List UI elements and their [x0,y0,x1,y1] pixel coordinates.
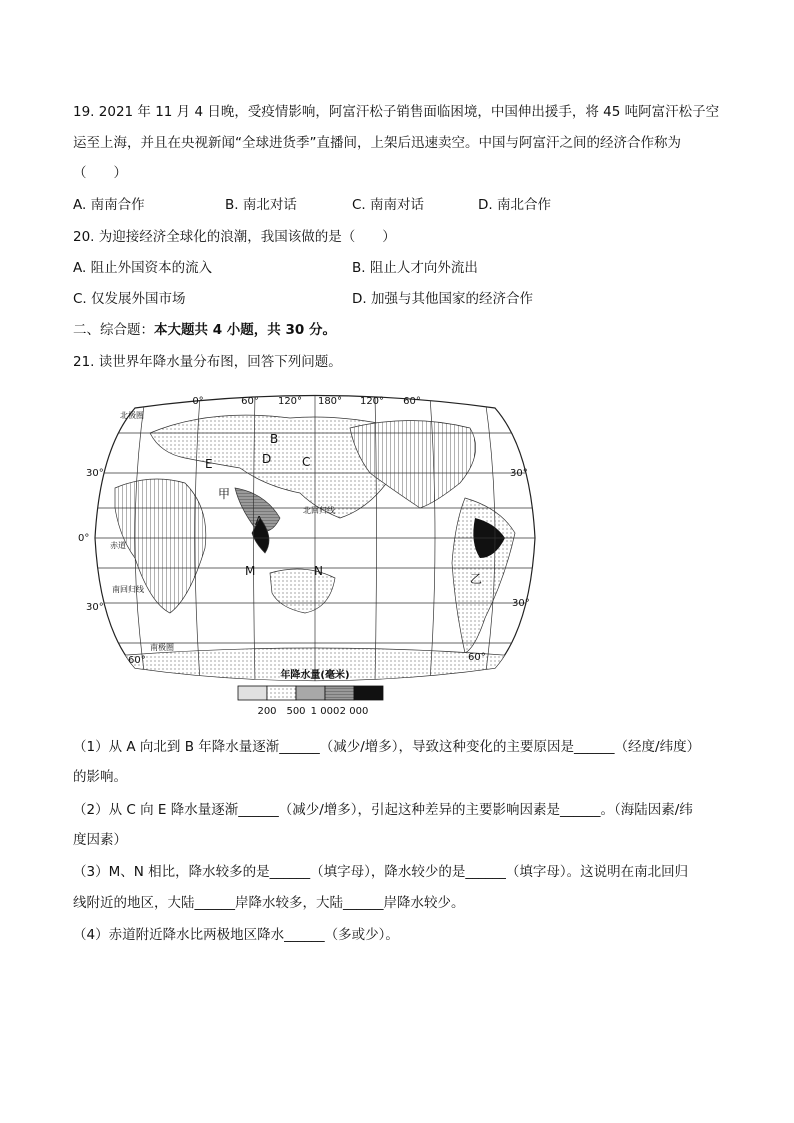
map-point-label: M [245,564,256,578]
legend-value: 2 000 [339,706,369,717]
q21-sub1-line-1: （1）从 A 向北到 B 年降水量逐渐______（减少/增多），导致这种变化的主要原因是______（经度/纬度） [73,739,701,755]
q19-answer-parens: （ ） [73,165,127,181]
lon-label: 120° [359,396,385,407]
q19-option-a: A. 南南合作 [73,197,145,213]
legend-swatch [354,686,383,700]
lat-label: 60° [128,655,146,666]
q21-sub2-line-2: 度因素） [73,832,127,848]
legend-value: 500 [286,706,306,717]
lon-label: 60° [403,396,421,407]
lat-label: 30° [86,602,104,613]
lat-label: 30° [86,468,104,479]
map-point-label: D [262,452,272,466]
legend-title: 年降水量(毫米) [280,670,350,681]
q20-option-b: B. 阻止人才向外流出 [352,260,478,276]
q19-stem-line-1: 19. 2021 年 11 月 4 日晚，受疫情影响，阿富汗松子销售面临困境，中国伸出援手，将 45 吨阿富汗松子空 [73,104,720,120]
map-line-label: 北极圈 [120,411,144,420]
legend-swatch [325,686,354,700]
lon-label: 60° [241,396,259,407]
map-line-label: 赤道 [110,541,126,550]
q19-option-d: D. 南北合作 [478,197,551,213]
map-point-label: A [255,514,264,528]
legend-swatch [238,686,267,700]
q21-stem: 21. 读世界年降水量分布图，回答下列问题。 [73,354,342,370]
section-heading [73,320,336,340]
lat-label: 0° [78,533,90,544]
legend-value: 200 [257,706,277,717]
map-point-label: E [205,457,213,471]
map-point-label: 乙 [470,572,483,586]
map-line-label: 南回归线 [112,585,144,594]
map-line-label: 北回归线 [303,506,335,515]
section-heading-detail: 本大题共 4 小题，共 30 分。 [154,322,336,338]
world-precipitation-map [78,388,540,718]
q21-sub2-line-1: （2）从 C 向 E 降水量逐渐______（减少/增多），引起这种差异的主要影响因素是______。（海陆因素/纬 [73,802,693,818]
lat-label: 30° [510,468,528,479]
lon-label: 0° [192,396,204,407]
lon-label: 180° [317,396,343,407]
q20-option-c: C. 仅发展外国市场 [73,291,186,307]
map-point-label: N [314,564,323,578]
section-heading-label: 二、综合题： [73,322,154,338]
lat-label: 60° [468,652,486,663]
q21-sub3-line-1: （3）M、N 相比，降水较多的是______（填字母），降水较少的是______（填字母）。这说明在南北回归 [73,864,689,880]
lat-label: 30° [512,598,530,609]
map-point-label: 甲 [218,487,231,501]
q21-sub1-line-2: 的影响。 [73,769,127,785]
q19-option-c: C. 南南对话 [352,197,425,213]
legend-swatch [296,686,325,700]
legend-value: 1 000 [310,706,340,717]
map-point-label: C [302,455,311,469]
map-point-label: B [270,432,279,446]
lon-label: 120° [277,396,303,407]
q20-stem: 20. 为迎接经济全球化的浪潮，我国该做的是（ ） [73,229,396,245]
q19-option-b: B. 南北对话 [225,197,297,213]
q20-option-a: A. 阻止外国资本的流入 [73,260,213,276]
legend-swatch [267,686,296,700]
q21-sub4: （4）赤道附近降水比两极地区降水______（多或少）。 [73,927,399,943]
map-line-label: 南极圈 [150,643,174,652]
q19-stem-line-2: 运至上海，并且在央视新闻“全球进货季”直播间，上架后迅速卖空。中国与阿富汗之间的经济合作称为 [73,135,681,151]
q20-option-d: D. 加强与其他国家的经济合作 [352,291,533,307]
q21-sub3-line-2: 线附近的地区，大陆______岸降水较多，大陆______岸降水较少。 [73,895,465,911]
